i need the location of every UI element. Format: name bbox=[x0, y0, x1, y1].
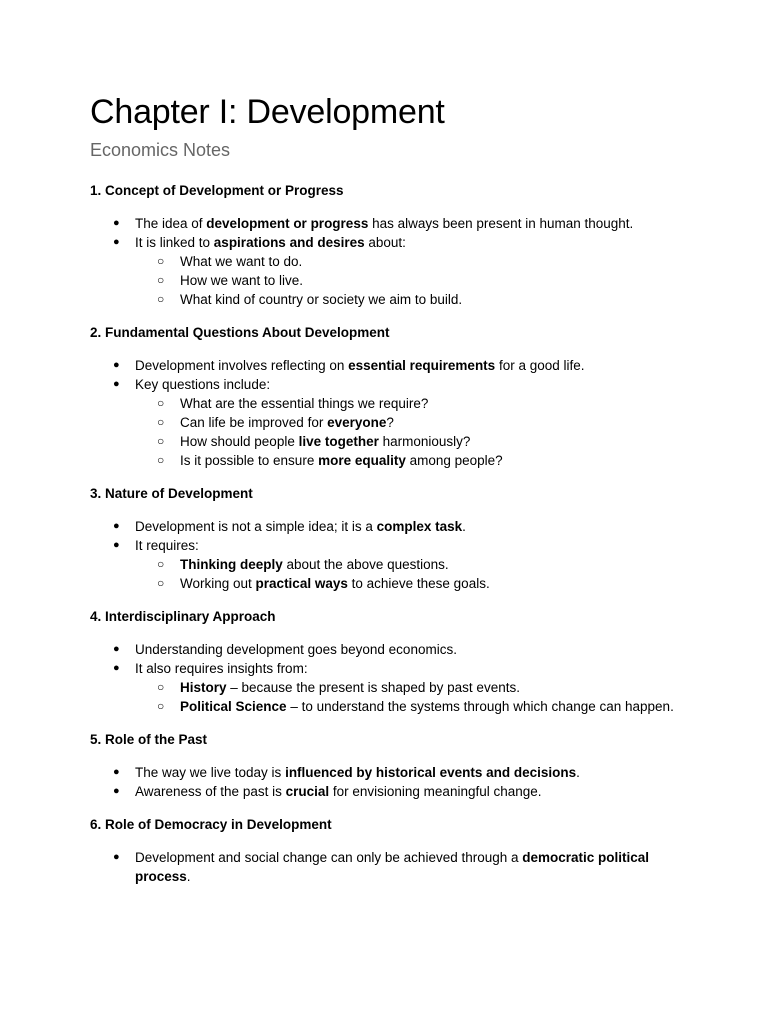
sub-list-item-text bbox=[180, 680, 520, 695]
sub-list-item-text bbox=[180, 453, 503, 468]
bold-text: History bbox=[180, 680, 227, 695]
bold-text: Political Science bbox=[180, 699, 287, 714]
list-item-text bbox=[135, 235, 406, 250]
text-run: for envisioning meaningful change. bbox=[329, 784, 542, 799]
bullet-dot-icon: ● bbox=[113, 217, 120, 229]
text-run: Development involves reflecting on bbox=[135, 358, 349, 373]
list-item bbox=[90, 782, 688, 801]
list-item-text bbox=[135, 765, 580, 780]
text-run: Development is not a simple idea; it is a bbox=[135, 519, 377, 534]
bold-text: complex task bbox=[376, 519, 463, 534]
text-run: What are the essential things we require? bbox=[180, 396, 429, 411]
text-run: It is linked to bbox=[135, 235, 214, 250]
list-item bbox=[90, 640, 688, 659]
text-run: . bbox=[576, 765, 580, 780]
bold-text: aspirations and desires bbox=[213, 235, 365, 250]
list-item-text bbox=[135, 358, 585, 373]
bullet-circle-icon: ○ bbox=[157, 273, 165, 287]
sub-bullet-list bbox=[135, 252, 688, 309]
sub-list-item-text bbox=[180, 396, 428, 411]
section bbox=[90, 484, 688, 593]
sub-bullet-list bbox=[135, 555, 688, 593]
sub-list-item-text bbox=[180, 254, 302, 269]
list-item bbox=[90, 214, 688, 233]
sub-list-item bbox=[135, 394, 688, 413]
text-run: among people? bbox=[405, 453, 503, 468]
sub-list-item bbox=[135, 413, 688, 432]
text-run: . bbox=[186, 869, 191, 884]
text-run: to achieve these goals. bbox=[347, 576, 490, 591]
sub-list-item-text bbox=[180, 292, 462, 307]
list-item bbox=[90, 233, 688, 309]
sub-list-item-text bbox=[180, 273, 303, 288]
text-run: Is it possible to ensure bbox=[180, 453, 319, 468]
list-item-text bbox=[135, 661, 308, 676]
text-run: How we want to live. bbox=[180, 273, 304, 288]
list-item bbox=[90, 375, 688, 470]
bold-text: everyone bbox=[327, 415, 387, 430]
bullet-circle-icon: ○ bbox=[157, 557, 165, 571]
text-run: Key questions include: bbox=[135, 377, 271, 392]
section-heading: 2. Fundamental Questions About Development bbox=[90, 325, 390, 340]
sub-list-item-text bbox=[180, 576, 490, 591]
bold-text: live together bbox=[298, 434, 379, 449]
text-run: What we want to do. bbox=[180, 254, 303, 269]
bullet-circle-icon: ○ bbox=[157, 434, 165, 448]
bullet-dot-icon: ● bbox=[113, 851, 120, 863]
sub-list-item bbox=[135, 432, 688, 451]
text-run: The idea of bbox=[135, 216, 207, 231]
bullet-dot-icon: ● bbox=[113, 359, 120, 371]
text-run: It also requires insights from: bbox=[135, 661, 308, 676]
text-run: – because the present is shaped by past events. bbox=[226, 680, 520, 695]
text-run: Development and social change can only be achieved through a bbox=[135, 850, 523, 865]
text-run: has always been present in human thought. bbox=[368, 216, 634, 231]
notes-body bbox=[90, 181, 688, 886]
sub-list-item-text bbox=[180, 557, 449, 572]
sub-list-item bbox=[135, 678, 688, 697]
sub-list-item-text bbox=[180, 434, 470, 449]
text-run: for a good life. bbox=[495, 358, 585, 373]
bullet-dot-icon: ● bbox=[113, 785, 120, 797]
section bbox=[90, 323, 688, 470]
sub-list-item bbox=[135, 555, 688, 574]
bold-text: practical ways bbox=[255, 576, 348, 591]
bullet-dot-icon: ● bbox=[113, 520, 120, 532]
list-item-text bbox=[135, 519, 466, 534]
sub-list-item-text bbox=[180, 415, 394, 430]
list-item bbox=[90, 763, 688, 782]
bold-text: influenced by historical events and decisions bbox=[285, 765, 577, 780]
sub-list-item bbox=[135, 574, 688, 593]
page-subtitle: Economics Notes bbox=[90, 140, 231, 160]
bullet-list bbox=[90, 517, 688, 593]
bullet-circle-icon: ○ bbox=[157, 453, 165, 467]
bullet-circle-icon: ○ bbox=[157, 576, 165, 590]
text-run: about: bbox=[364, 235, 406, 250]
bullet-circle-icon: ○ bbox=[157, 680, 165, 694]
bullet-dot-icon: ● bbox=[113, 539, 120, 551]
text-run: Understanding development goes beyond economics. bbox=[135, 642, 457, 657]
list-item-text bbox=[135, 377, 270, 392]
list-item-text bbox=[135, 850, 649, 884]
bullet-dot-icon: ● bbox=[113, 378, 120, 390]
section-heading: 1. Concept of Development or Progress bbox=[90, 183, 344, 198]
text-run: about the above questions. bbox=[282, 557, 449, 572]
section bbox=[90, 815, 688, 886]
list-item bbox=[90, 659, 688, 716]
sub-list-item-text bbox=[180, 699, 674, 714]
text-run: The way we live today is bbox=[135, 765, 286, 780]
bullet-dot-icon: ● bbox=[113, 662, 120, 674]
list-item-text bbox=[135, 216, 633, 231]
sub-list-item bbox=[135, 271, 688, 290]
sub-list-item bbox=[135, 451, 688, 470]
sub-list-item bbox=[135, 252, 688, 271]
bullet-list bbox=[90, 356, 688, 470]
bold-text: crucial bbox=[285, 784, 330, 799]
sub-bullet-list bbox=[135, 394, 688, 470]
section bbox=[90, 730, 688, 801]
sub-list-item bbox=[135, 697, 688, 716]
list-item bbox=[90, 848, 688, 886]
text-run: What kind of country or society we aim to build. bbox=[180, 292, 463, 307]
list-item bbox=[90, 517, 688, 536]
bullet-list bbox=[90, 848, 688, 886]
bullet-circle-icon: ○ bbox=[157, 292, 165, 306]
bold-text: more equality bbox=[318, 453, 406, 468]
section bbox=[90, 607, 688, 716]
text-run: – to understand the systems through which change can happen. bbox=[286, 699, 674, 714]
list-item bbox=[90, 356, 688, 375]
bullet-list bbox=[90, 763, 688, 801]
text-run: ? bbox=[386, 415, 394, 430]
bullet-circle-icon: ○ bbox=[157, 699, 165, 713]
bullet-circle-icon: ○ bbox=[157, 254, 165, 268]
bold-text: democratic political process bbox=[135, 850, 650, 884]
section-heading: 4. Interdisciplinary Approach bbox=[90, 609, 276, 624]
list-item-text bbox=[135, 642, 457, 657]
text-run: Awareness of the past is bbox=[135, 784, 286, 799]
bullet-list bbox=[90, 640, 688, 716]
section-heading: 6. Role of Democracy in Development bbox=[90, 817, 332, 832]
section-heading: 5. Role of the Past bbox=[90, 732, 208, 747]
bullet-circle-icon: ○ bbox=[157, 396, 165, 410]
text-run: Can life be improved for bbox=[180, 415, 328, 430]
sub-list-item bbox=[135, 290, 688, 309]
text-run: How should people bbox=[180, 434, 299, 449]
text-run: It requires: bbox=[135, 538, 199, 553]
bullet-dot-icon: ● bbox=[113, 236, 120, 248]
bullet-dot-icon: ● bbox=[113, 766, 120, 778]
text-run: Working out bbox=[180, 576, 256, 591]
text-run: . bbox=[462, 519, 466, 534]
list-item-text bbox=[135, 784, 542, 799]
bullet-dot-icon: ● bbox=[113, 643, 120, 655]
bold-text: essential requirements bbox=[348, 358, 496, 373]
sub-bullet-list bbox=[135, 678, 688, 716]
section bbox=[90, 181, 688, 309]
section-heading: 3. Nature of Development bbox=[90, 486, 253, 501]
list-item-text bbox=[135, 538, 199, 553]
text-run: harmoniously? bbox=[378, 434, 471, 449]
list-item bbox=[90, 536, 688, 593]
bullet-list bbox=[90, 214, 688, 309]
bold-text: development or progress bbox=[206, 216, 369, 231]
page-title: Chapter I: Development bbox=[90, 93, 445, 131]
bullet-circle-icon: ○ bbox=[157, 415, 165, 429]
bold-text: Thinking deeply bbox=[180, 557, 283, 572]
